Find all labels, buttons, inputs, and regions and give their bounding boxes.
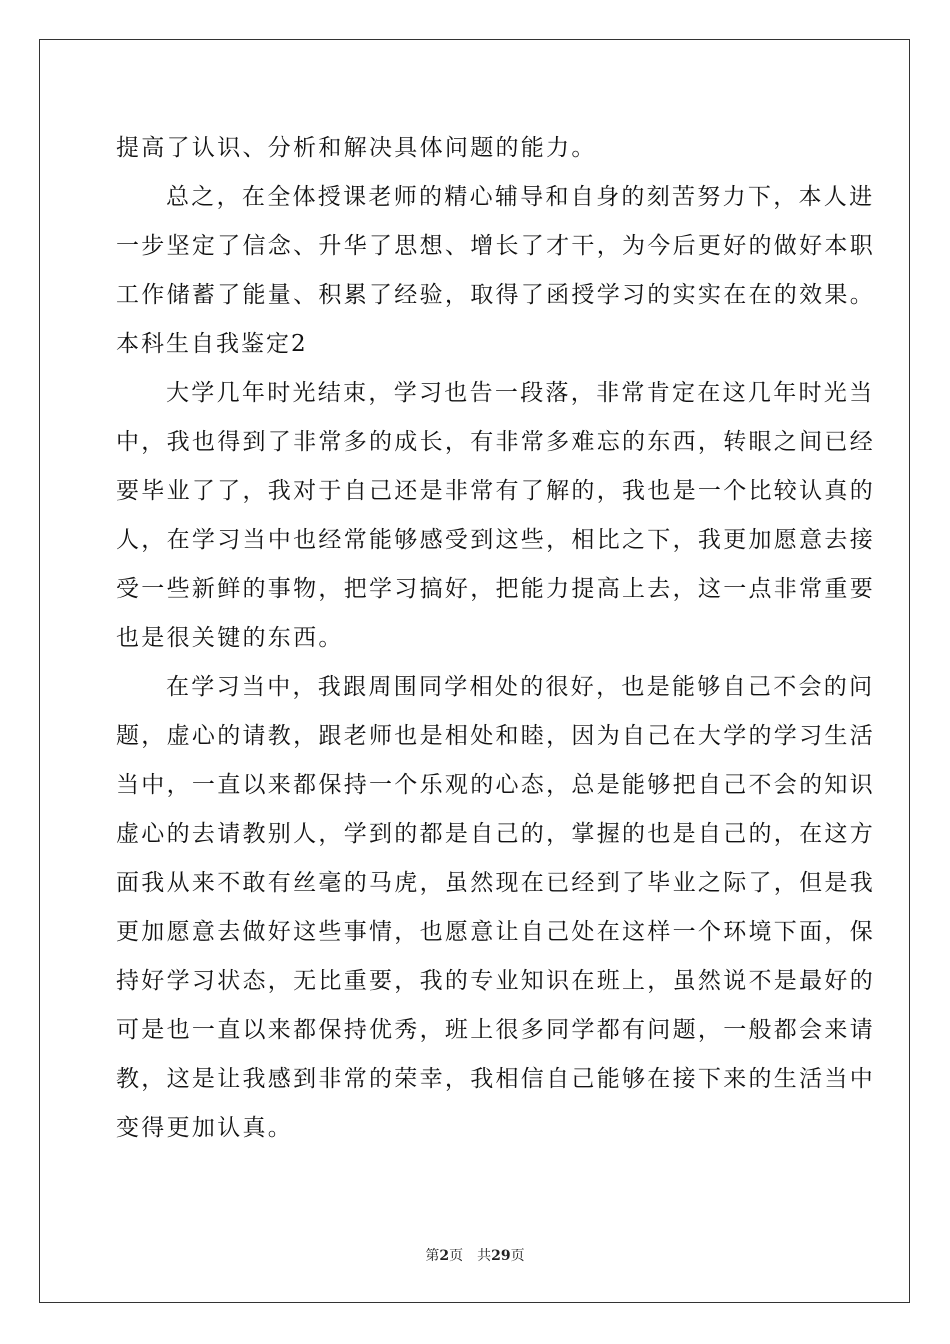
text-line: 虚心的去请教别人，学到的都是自己的，掌握的也是自己的，在这方 (116, 821, 875, 847)
text-line: 题，虚心的请教，跟老师也是相处和睦，因为自己在大学的学习生活 (116, 723, 875, 749)
text-line: 变得更加认真。 (116, 1115, 294, 1141)
text-line: 教，这是让我感到非常的荣幸，我相信自己能够在接下来的生活当中 (116, 1066, 875, 1092)
paragraph-start-line: 大学几年时光结束，学习也告一段落，非常肯定在这几年时光当 (166, 380, 875, 406)
text-line: 人，在学习当中也经常能够感受到这些，相比之下，我更加愿意去接 (116, 527, 875, 553)
paragraph-start-line: 总之，在全体授课老师的精心辅导和自身的刻苦努力下，本人进 (166, 184, 875, 210)
text-line: 更加愿意去做好这些事情，也愿意让自己处在这样一个环境下面，保 (116, 919, 875, 945)
total-pages: 29 (491, 1248, 511, 1264)
text-line: 工作储蓄了能量、积累了经验，取得了函授学习的实实在在的效果。 (116, 282, 875, 308)
text-line: 受一些新鲜的事物，把学习搞好，把能力提高上去，这一点非常重要 (116, 576, 875, 602)
text-line: 可是也一直以来都保持优秀，班上很多同学都有问题，一般都会来请 (116, 1017, 875, 1043)
total-prefix: 共 (477, 1248, 492, 1264)
text-line: 也是很关键的东西。 (116, 625, 344, 651)
text-line: 一步坚定了信念、升华了思想、增长了才干，为今后更好的做好本职 (116, 233, 875, 259)
page-suffix: 页 (449, 1248, 464, 1264)
text-line: 提高了认识、分析和解决具体问题的能力。 (116, 135, 597, 161)
page-number: 2 (439, 1248, 450, 1264)
text-line: 面我从来不敢有丝毫的马虎，虽然现在已经到了毕业之际了，但是我 (116, 870, 875, 896)
document-body (116, 124, 875, 1153)
text-line: 当中，一直以来都保持一个乐观的心态，总是能够把自己不会的知识 (116, 772, 875, 798)
total-suffix: 页 (510, 1248, 525, 1264)
page-footer (0, 1246, 950, 1266)
page-prefix: 第 (425, 1248, 440, 1264)
text-line: 中，我也得到了非常多的成长，有非常多难忘的东西，转眼之间已经 (116, 429, 875, 455)
text-line: 要毕业了了，我对于自己还是非常有了解的，我也是一个比较认真的 (116, 478, 875, 504)
section-heading: 本科生自我鉴定2 (116, 331, 308, 357)
text-line: 持好学习状态，无比重要，我的专业知识在班上，虽然说不是最好的 (116, 968, 875, 994)
paragraph-start-line: 在学习当中，我跟周围同学相处的很好，也是能够自己不会的问 (166, 674, 875, 700)
